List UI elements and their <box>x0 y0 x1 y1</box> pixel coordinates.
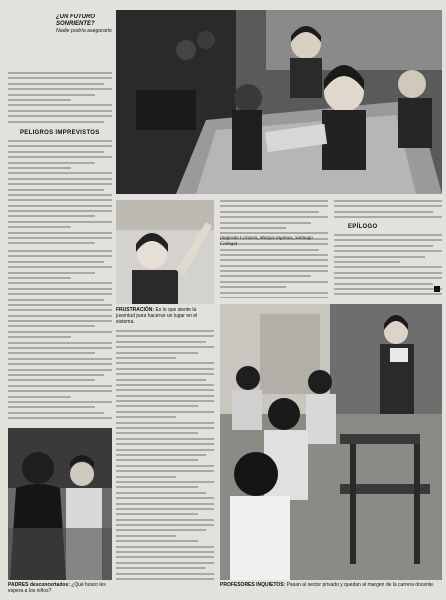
kicker-subtitle: Nadie podría asegurarlo <box>56 28 112 34</box>
parents-photo <box>8 428 112 580</box>
col4-text-top <box>334 200 442 220</box>
caption-frustracion-lead: FRUSTRACIÓN: <box>116 307 155 313</box>
col2-text <box>116 330 214 580</box>
caption-frustracion-text: Es lo que siente la juventud para hacerse un lugar en el sistema. <box>116 307 198 325</box>
lead-heading <box>56 14 112 34</box>
caption-profesores <box>220 582 442 588</box>
section-epilogo <box>348 220 438 234</box>
classroom-photo <box>116 10 442 194</box>
schools-fragment: (Sagrado Corazón, Monjas Inglesas, Santiago College) <box>220 236 313 247</box>
caption-profesores-text: Pasan al sector privado y quedan al margen de la carrera docente. <box>286 582 435 588</box>
col4-text-mid <box>334 234 442 296</box>
col1-text-lower <box>8 250 112 420</box>
section-heading-peligros: PELIGROS IMPREVISTOS <box>20 130 100 136</box>
child-photo <box>116 200 214 304</box>
kicker: ¿UN FUTURO SONRIENTE? <box>56 14 95 27</box>
section-peligros <box>20 126 110 140</box>
caption-padres-lead: PADRES desconcertados: <box>8 582 70 588</box>
teacher-photo <box>220 304 442 580</box>
col3-text <box>220 200 328 298</box>
section-heading-epilogo: EPÍLOGO <box>348 224 378 230</box>
caption-profesores-lead: PROFESORES INQUIETOS: <box>220 582 286 588</box>
caption-padres-text: ¿Qué futuro les espera a los niños? <box>8 582 106 594</box>
continue-marker <box>434 286 440 292</box>
col1-text-top <box>8 72 112 124</box>
caption-frustracion <box>116 307 214 325</box>
col3-fragment <box>220 236 328 248</box>
col1-text-mid <box>8 140 112 248</box>
caption-padres <box>8 582 114 594</box>
